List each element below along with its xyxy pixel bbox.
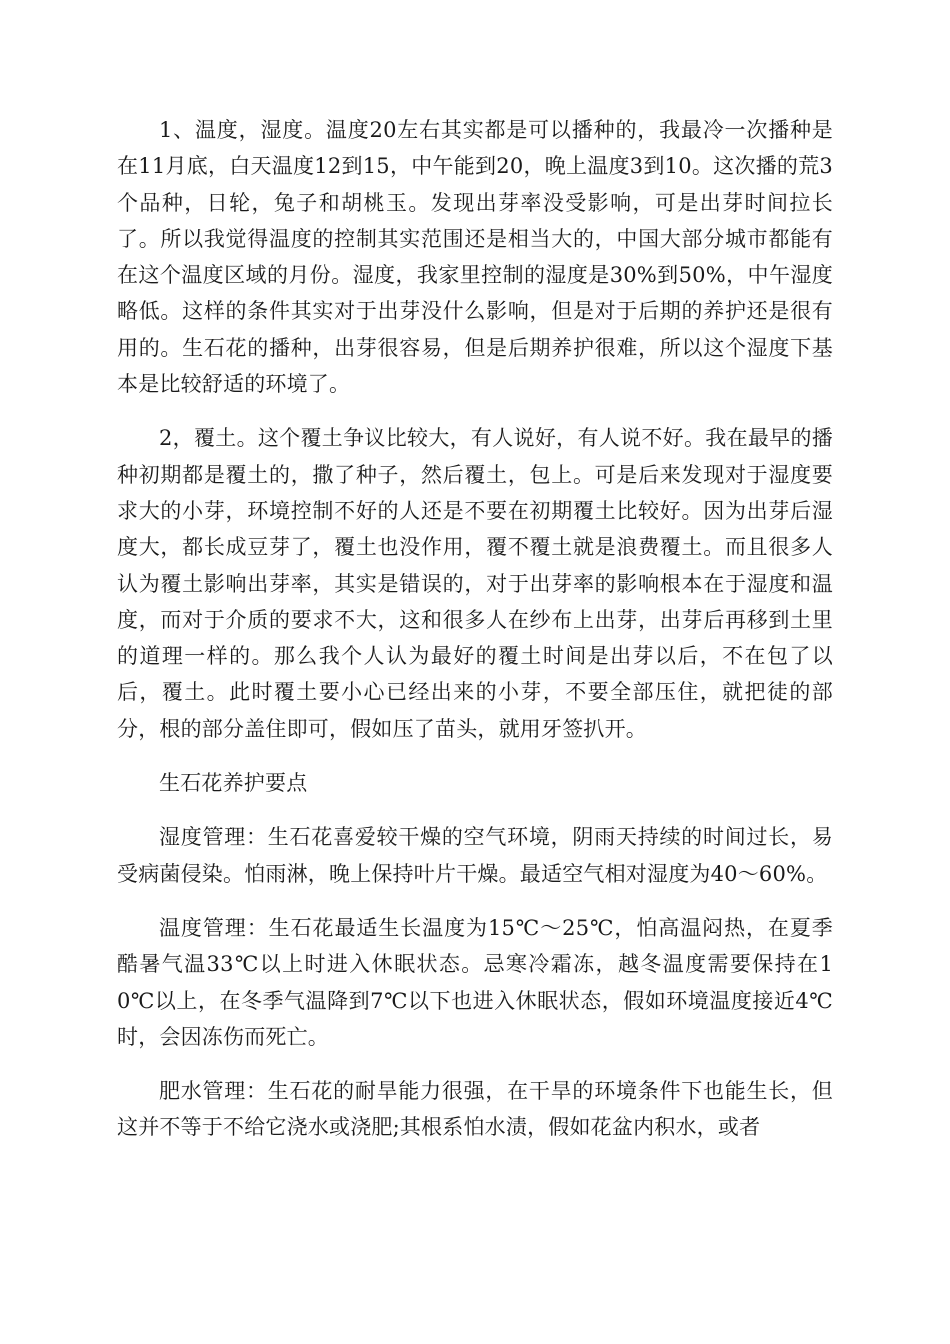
paragraph-soil-covering: 2，覆土。这个覆土争议比较大，有人说好，有人说不好。我在最早的播种初期都是覆土的，撒了种子，然后覆土，包上。可是后来发现对于湿度要求大的小芽，环境控制不好的人还是不要在初期覆土比较好。因为出芽后湿度大，都长成豆芽了，覆土也没作用，覆不覆土就是浪费覆土。而且很多人认为覆土影响出芽率，其实是错误的，对于出芽率的影响根本在于湿度和温度，而对于介质的要求不大，这和很多人在纱布上出芽，出芽后再移到土里的道理一样的。那么我个人认为最好的覆土时间是出芽以后，不在包了以后，覆土。此时覆土要小心已经出来的小芽，不要全部压住，就把徒的部分，根的部分盖住即可，假如压了苗头，就用牙签扒开。 [117,426,833,741]
paragraph-temperature-humidity: 1、温度，湿度。温度20左右其实都是可以播种的，我最冷一次播种是在11月底，白天温度12到15，中午能到20，晚上温度3到10。这次播的荒3个品种，日轮，兔子和胡桃玉。发现出芽率没受影响，可是出芽时间拉长了。所以我觉得温度的控制其实范围还是相当大的，中国大部分城市都能有在这个温度区域的月份。湿度，我家里控制的湿度是30%到50%，中午湿度略低。这样的条件其实对于出芽没什么影响，但是对于后期的养护还是很有用的。生石花的播种，出芽很容易，但是后期养护很难，所以这个湿度下基本是比较舒适的环境了。 [117,118,833,397]
paragraph-fertilizer-water-management: 肥水管理：生石花的耐旱能力很强，在干旱的环境条件下也能生长，但这并不等于不给它浇水或浇肥;其根系怕水渍，假如花盆内积水，或者 [117,1079,833,1140]
document-body [117,112,833,1164]
paragraph-temperature-management: 温度管理：生石花最适生长温度为15℃～25℃，怕高温闷热，在夏季酷暑气温33℃以上时进入休眠状态。忌寒冷霜冻，越冬温度需要保持在10℃以上，在冬季气温降到7℃以下也进入休眠状态，假如环境温度接近4℃时，会因冻伤而死亡。 [117,915,833,1049]
section-heading-care-points: 生石花养护要点 [159,771,308,796]
paragraph-humidity-management: 湿度管理：生石花喜爱较干燥的空气环境，阴雨天持续的时间过长，易受病菌侵染。怕雨淋，晚上保持叶片干燥。最适空气相对湿度为40～60%。 [117,825,833,886]
